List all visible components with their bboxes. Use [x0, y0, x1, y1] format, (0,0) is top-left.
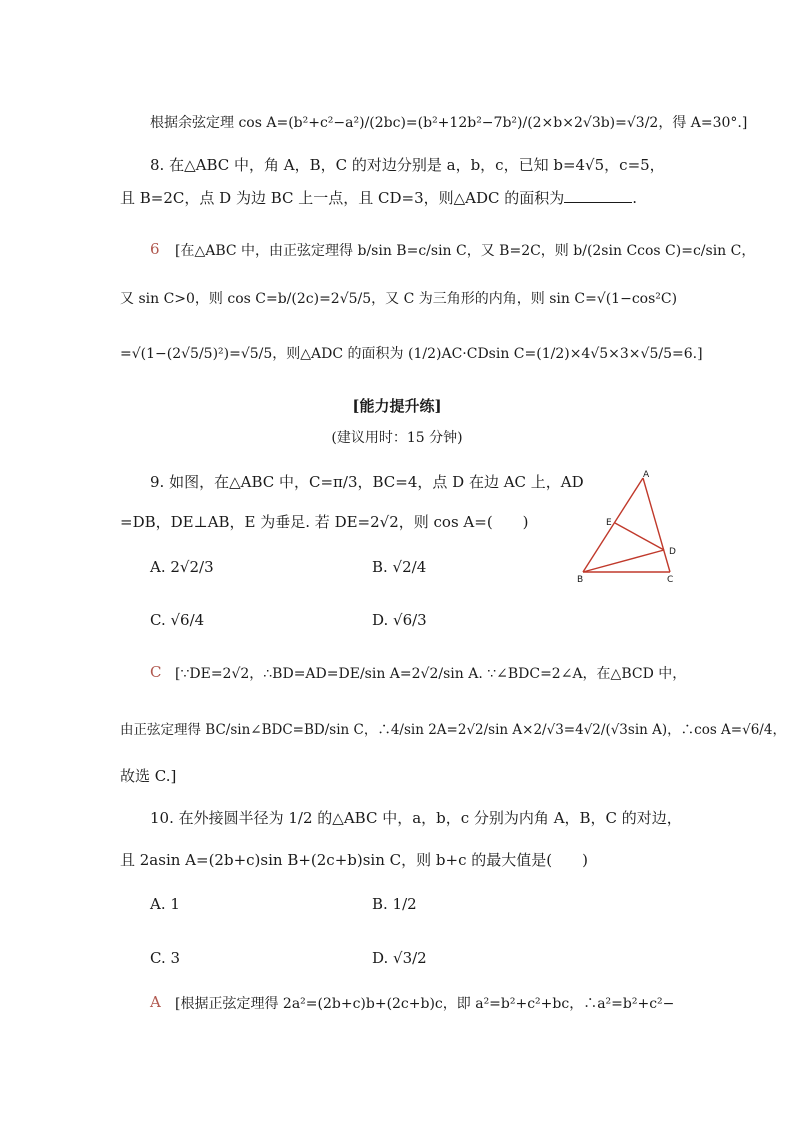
- question-8-text-2: 且 B=2C，点 D 为边 BC 上一点，且 CD=3，则△ADC 的面积为: [120, 189, 565, 207]
- answer-9-line-2: [0, 714, 794, 744]
- answer-9-label: C: [150, 663, 162, 681]
- question-8-end: .: [632, 189, 638, 207]
- q9-option-c: C. √6/4: [150, 611, 205, 629]
- triangle-figure: [575, 468, 685, 588]
- vertex-d-label: D: [669, 547, 676, 557]
- answer-8-label: 6: [150, 240, 160, 258]
- q10-option-c: C. 3: [150, 949, 181, 967]
- cosine-law-line: 根据余弦定理 cos A=(b²+c²−a²)/(2bc)=(b²+12b²−7b²)/(2×b×2√3b)=√3/2，得 A=30°.]: [150, 115, 748, 131]
- answer-blank: [564, 188, 632, 203]
- question-10-line-2: [0, 845, 794, 875]
- answer-9-text-2: 由正弦定理得 BC/sin∠BDC=BD/sin C，∴4/sin 2A=2√2/sin A×2/√3=4√2/(√3sin A)，∴cos A=√6/4，: [120, 722, 786, 738]
- answer-10-text-1: [根据正弦定理得 2a²=(2b+c)b+(2c+b)c，即 a²=b²+c²+bc，∴a²=b²+c²−: [175, 996, 675, 1012]
- question-10-text-1: 10. 在外接圆半径为 1/2 的△ABC 中，a，b，c 分别为内角 A，B，C 的对边，: [150, 809, 682, 827]
- solution-continuation: [0, 106, 794, 136]
- q10-option-b: B. 1/2: [372, 895, 417, 913]
- answer-8-text-2: 又 sin C>0，则 cos C=b/(2c)=2√5/5，又 C 为三角形的内角，则 sin C=√(1−cos²C): [120, 291, 678, 307]
- question-9-text-2: =DB，DE⊥AB，E 为垂足. 若 DE=2√2，则 cos A=( ): [120, 513, 529, 531]
- question-8-line-1: [0, 150, 794, 180]
- q9-option-d: D. √6/3: [372, 611, 427, 629]
- vertex-c-label: C: [667, 575, 674, 585]
- q10-option-d: D. √3/2: [372, 949, 427, 967]
- vertex-e-label: E: [606, 518, 612, 528]
- question-8-line-2: [0, 183, 794, 213]
- answer-10-label: A: [150, 993, 161, 1011]
- question-9-text-1: 9. 如图，在△ABC 中，C=π/3，BC=4，点 D 在边 AC 上，AD: [150, 473, 584, 491]
- answer-9-line-3: [0, 761, 794, 791]
- section-subtitle: (建议用时：15 分钟): [331, 430, 463, 446]
- answer-9-line-1: [0, 659, 794, 689]
- question-10-line-1: [0, 803, 794, 833]
- answer-9-text-3: 故选 C.]: [120, 767, 177, 785]
- answer-9-text-1: [∵DE=2√2，∴BD=AD=DE/sin A=2√2/sin A. ∵∠BDC=2∠A，在△BCD 中，: [175, 666, 687, 682]
- answer-10-line-1: [0, 989, 794, 1019]
- answer-8-line-1: [0, 236, 794, 266]
- q9-option-b: B. √2/4: [372, 558, 427, 576]
- edge-ac: [643, 478, 670, 572]
- answer-8-text-1: [在△ABC 中，由正弦定理得 b/sin B=c/sin C，又 B=2C，则 b/(2sin Ccos C)=c/sin C，: [175, 243, 756, 259]
- answer-8-line-3: [0, 339, 794, 369]
- section-title: [能力提升练]: [352, 397, 442, 415]
- vertex-a-label: A: [643, 470, 650, 480]
- answer-8-line-2: [0, 284, 794, 314]
- question-10-text-2: 且 2asin A=(2b+c)sin B+(2c+b)sin C，则 b+c 的最大值是( ): [120, 851, 588, 869]
- question-8-text: 8. 在△ABC 中，角 A，B，C 的对边分别是 a，b，c，已知 b=4√5，c=5，: [150, 156, 665, 174]
- q9-option-a: A. 2√2/3: [150, 558, 214, 576]
- vertex-b-label: B: [577, 575, 584, 585]
- answer-8-text-3: =√(1−(2√5/5)²)=√5/5，则△ADC 的面积为 (1/2)AC·CDsin C=(1/2)×4√5×3×√5/5=6.]: [120, 346, 703, 362]
- q10-option-a: A. 1: [150, 895, 180, 913]
